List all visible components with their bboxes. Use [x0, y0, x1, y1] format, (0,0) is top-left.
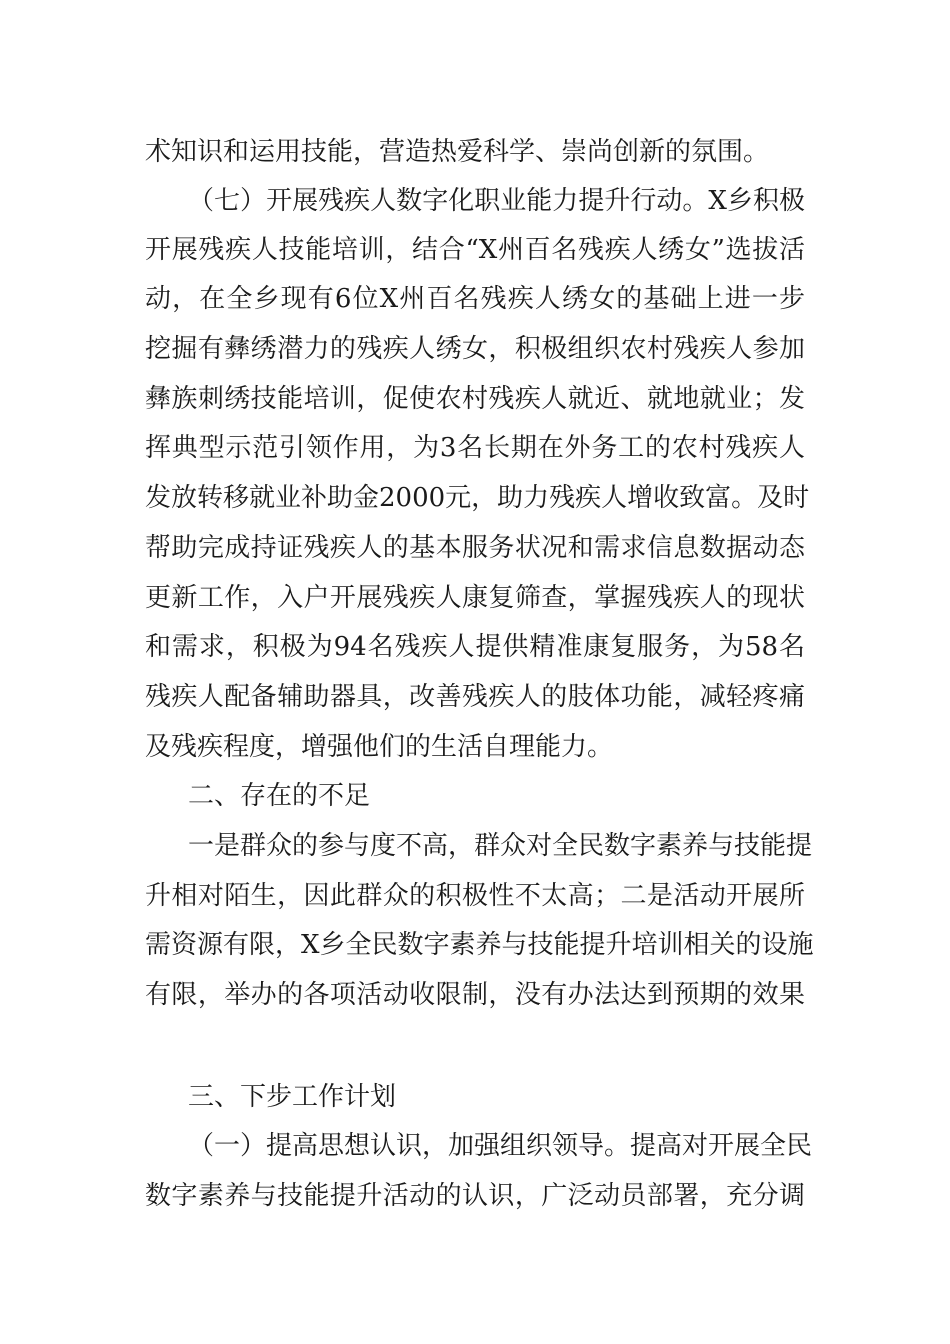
paragraph-line: 数字素养与技能提升活动的认识，广泛动员部署，充分调: [145, 1181, 805, 1211]
paragraph-line: 发放转移就业补助金2000元，助力残疾人增收致富。及时: [145, 483, 810, 513]
paragraph-line: （一）提高思想认识，加强组织领导。提高对开展全民: [188, 1131, 813, 1161]
section-heading: 二、存在的不足: [188, 781, 371, 811]
paragraph-line: 彝族刺绣技能培训，促使农村残疾人就近、就地就业；发: [145, 384, 805, 414]
paragraph-line: 一是群众的参与度不高，群众对全民数字素养与技能提: [188, 831, 813, 861]
paragraph-line: 帮助完成持证残疾人的基本服务状况和需求信息数据动态: [145, 533, 805, 563]
section-heading: 三、下步工作计划: [188, 1082, 397, 1112]
paragraph-line: 挖掘有彝绣潜力的残疾人绣女，积极组织农村残疾人参加: [145, 334, 805, 364]
paragraph-line: 有限，举办的各项活动收限制，没有办法达到预期的效果: [145, 980, 805, 1010]
paragraph-line: 动，在全乡现有6位X州百名残疾人绣女的基础上进一步: [145, 284, 805, 314]
paragraph-line: 和需求，积极为94名残疾人提供精准康复服务，为58名: [145, 632, 805, 662]
paragraph-line: 更新工作，入户开展残疾人康复筛查，掌握残疾人的现状: [145, 583, 805, 613]
paragraph-line: 升相对陌生，因此群众的积极性不太高；二是活动开展所: [145, 881, 805, 911]
paragraph-line: 术知识和运用技能，营造热爱科学、崇尚创新的氛围。: [145, 137, 770, 167]
paragraph-line: （七）开展残疾人数字化职业能力提升行动。X乡积极: [188, 186, 805, 216]
paragraph-line: 及残疾程度，增强他们的生活自理能力。: [145, 732, 614, 762]
paragraph-line: 残疾人配备辅助器具，改善残疾人的肢体功能，减轻疼痛: [145, 682, 805, 712]
paragraph-line: 需资源有限，X乡全民数字素养与技能提升培训相关的设施: [145, 930, 814, 960]
paragraph-line: 挥典型示范引领作用，为3名长期在外务工的农村残疾人: [145, 433, 805, 463]
paragraph-line: 开展残疾人技能培训，结合“X州百名残疾人绣女”选拔活: [145, 235, 805, 265]
